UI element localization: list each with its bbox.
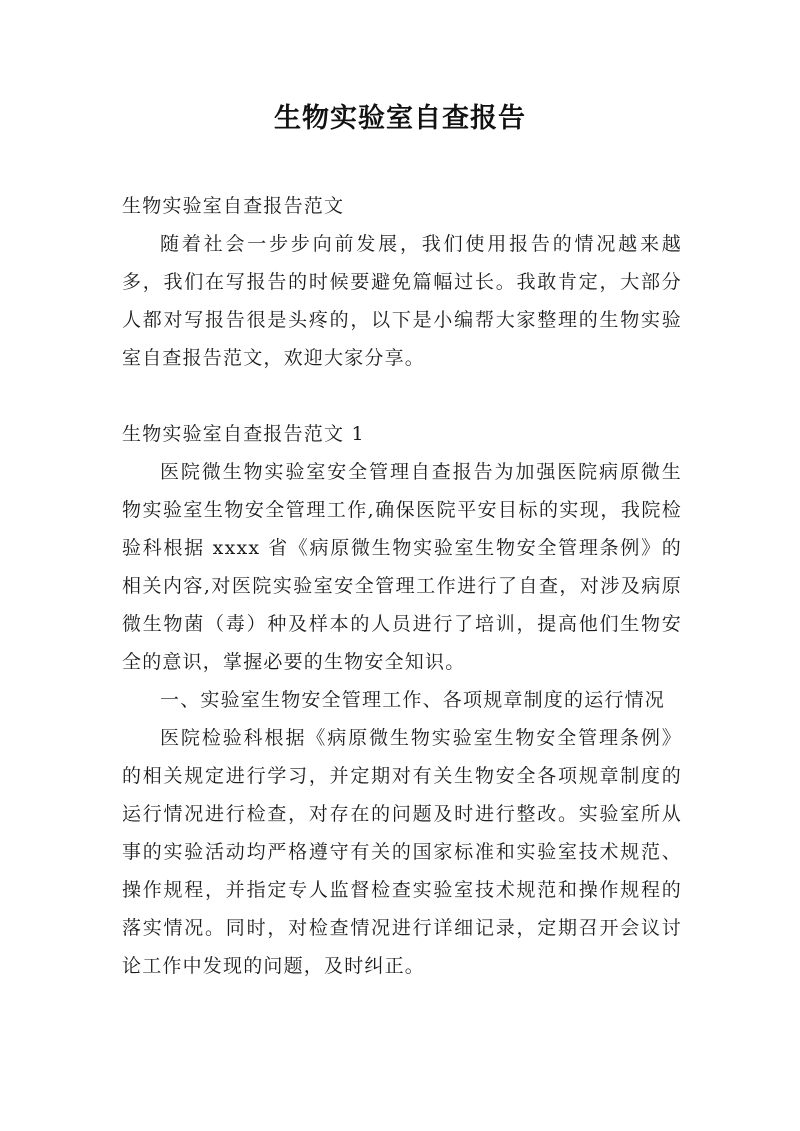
section-item-heading: 一、实验室生物安全管理工作、各项规章制度的运行情况	[160, 689, 666, 711]
paragraph-spacer	[122, 377, 682, 415]
document-body	[122, 187, 682, 985]
subtitle: 生物实验室自查报告范文	[122, 195, 345, 217]
document-title: 生物实验室自查报告	[274, 103, 526, 134]
intro-paragraph: 随着社会一步步向前发展，我们使用报告的情况越来越多，我们在写报告的时候要避免篇幅过长。我敢肯定，大部分人都对写报告很是头疼的，以下是小编帮大家整理的生物实验室自查报告范文，欢迎大家分享。	[122, 233, 682, 369]
section-heading: 生物实验室自查报告范文 1	[122, 423, 365, 445]
section-paragraph-1: 医院微生物实验室安全管理自查报告为加强医院病原微生物实验室生物安全管理工作,确保医院平安目标的实现，我院检验科根据 xxxx 省《病原微生物实验室生物安全管理条例》的相关内容,对医院实验室安全管理工作进行了自查，对涉及病原微生物菌（毒）种及样本的人员进行了培训，提高他们生物安全的意识，掌握必要的生物安全知识。	[122, 461, 682, 673]
section-paragraph-2: 医院检验科根据《病原微生物实验室生物安全管理条例》的相关规定进行学习，并定期对有关生物安全各项规章制度的运行情况进行检查，对存在的问题及时进行整改。实验室所从事的实验活动均严格遵守有关的国家标准和实验室技术规范、操作规程，并指定专人监督检查实验室技术规范和操作规程的落实情况。同时，对检查情况进行详细记录，定期召开会议讨论工作中发现的问题，及时纠正。	[122, 727, 682, 977]
